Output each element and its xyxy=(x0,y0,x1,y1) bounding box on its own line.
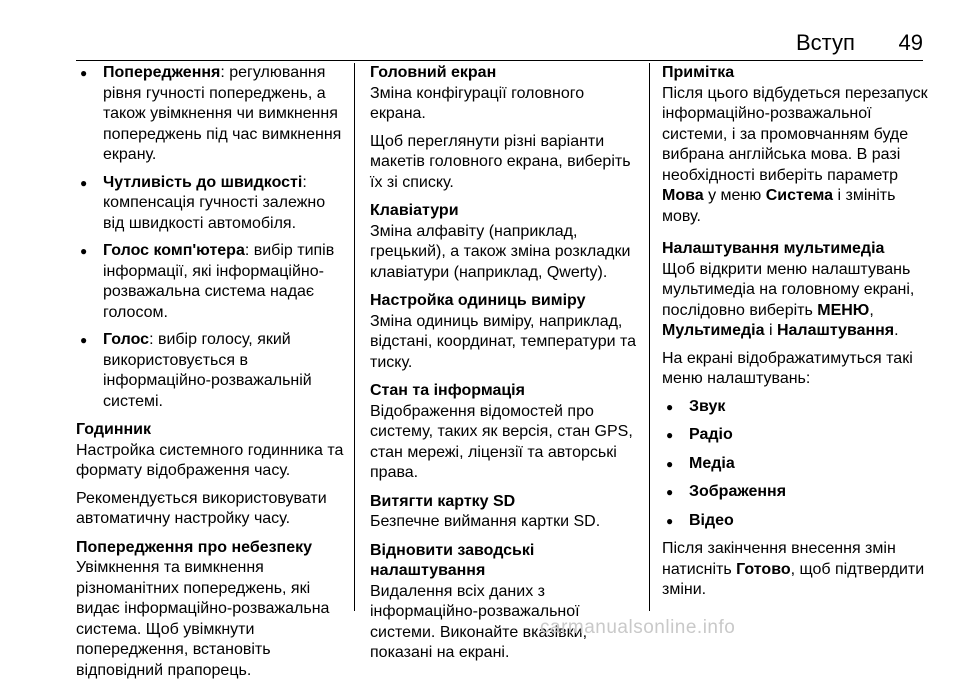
section-text xyxy=(662,84,932,228)
column-3 xyxy=(662,63,932,609)
section-heading: Примітка xyxy=(662,64,735,81)
list-item-text: Відео xyxy=(689,511,734,529)
list-item xyxy=(662,511,932,532)
menu-term: МЕНЮ xyxy=(817,301,870,319)
section-safety-warnings xyxy=(76,538,346,682)
text-run: у меню xyxy=(703,187,766,204)
section-note xyxy=(662,63,932,227)
section-text: Зміна одиниць виміру, наприклад, відстані, координат, температури та тиску. xyxy=(370,312,637,371)
list-item xyxy=(76,330,346,412)
section-text: Щоб переглянути різні варіанти макетів головного екрана, виберіть їх зі списку. xyxy=(370,132,631,191)
section-text: Безпечне виймання картки SD. xyxy=(370,513,601,530)
menu-term: Система xyxy=(765,187,834,204)
list-item-text: Медіа xyxy=(689,454,735,472)
column-divider-1 xyxy=(354,63,355,611)
list-item-term: Чутливість до швидкості xyxy=(103,173,303,191)
text-run: , xyxy=(869,301,874,319)
section-clock xyxy=(76,420,346,530)
section-sd-card xyxy=(370,492,640,533)
list-item-term: Голос комп'ютера xyxy=(103,242,245,259)
section-text: Зміна алфавіту (наприклад, грецький), а також зміна розкладки клавіатури (наприклад, Qwerty). xyxy=(370,222,631,281)
text-run: , щоб підтвердити зміни. xyxy=(662,560,925,598)
section-title: Вступ xyxy=(796,30,855,55)
text-run: і змініть мову. xyxy=(662,187,896,225)
menu-term: Мультимедіа xyxy=(662,322,765,339)
list-item-sep: : xyxy=(220,64,230,81)
text-run: Після закінчення внесення змін натисніть xyxy=(662,540,896,578)
section-text xyxy=(662,539,932,601)
text-run: . xyxy=(894,322,899,339)
section-text: На екрані відображатимуться такі меню налаштувань: xyxy=(662,349,913,387)
column-2 xyxy=(370,63,640,672)
section-text: Відображення відомостей про систему, таких як версія, стан GPS, стан мережі, ліцензії та авторські права. xyxy=(370,402,633,481)
list-item-text: вибір типів інформації, які інформаційно-розважальна система надає голосом. xyxy=(103,242,335,321)
column-divider-2 xyxy=(649,63,650,611)
section-text: Настройка системного годинника та формату відображення часу. xyxy=(76,441,344,479)
list-item-text: вибір голосу, який використовується в інформаційно-розважальній системі. xyxy=(103,331,312,410)
text-run: Щоб відкрити меню налаштувань мультимедіа на головному екрані, послідовно виберіть xyxy=(662,260,915,319)
section-text: Зміна конфігурації головного екрана. xyxy=(370,84,585,122)
header-rule xyxy=(76,60,923,61)
menu-term: Налаштування xyxy=(776,322,895,339)
column-1 xyxy=(76,63,346,689)
list-item xyxy=(662,425,932,446)
watermark: carmanualsonline.info xyxy=(540,617,736,638)
list-item-sep: : xyxy=(302,173,307,191)
page-number: 49 xyxy=(898,30,923,55)
list-item-text: Звук xyxy=(689,397,726,415)
section-multimedia xyxy=(662,239,932,601)
list-item xyxy=(76,63,346,166)
page-header xyxy=(76,30,923,60)
multimedia-menu-list xyxy=(662,397,932,532)
list-item-text: Зображення xyxy=(689,483,787,500)
list-item-sep: : xyxy=(149,331,158,348)
list-item xyxy=(76,241,346,323)
list-item xyxy=(662,454,932,475)
list-item-text: компенсація гучності залежно від швидкості автомобіля. xyxy=(103,194,326,232)
section-factory-reset xyxy=(370,541,640,664)
section-text: Видалення всіх даних з інформаційно-розважальної системи. Виконайте вказівки, показані на екрані. xyxy=(370,582,588,661)
section-heading: Головний екран xyxy=(370,64,497,81)
section-home-screen xyxy=(370,63,640,193)
list-item-term: Голос xyxy=(103,331,150,348)
section-keyboards xyxy=(370,201,640,283)
text-run: Після цього відбудеться перезапуск інформаційно-розважальної системи, і за промовчанням буде вибрана англійська мова. В разі необхідності виберіть параметр xyxy=(662,84,928,184)
list-item-text: регулювання рівня гучності попереджень, а також увімкнення чи вимкнення попереджень під час вимкнення екрану. xyxy=(103,64,342,163)
section-status xyxy=(370,381,640,484)
list-item-sep: : xyxy=(244,242,254,259)
menu-term: Мова xyxy=(662,187,704,204)
text-run: і xyxy=(764,322,777,339)
list-item-text: Радіо xyxy=(689,426,733,443)
section-heading: Стан та інформація xyxy=(370,382,525,399)
section-heading: Годинник xyxy=(76,421,151,438)
list-item-term: Попередження xyxy=(103,64,221,81)
sound-settings-list xyxy=(76,63,346,412)
section-text xyxy=(662,260,932,342)
section-heading: Налаштування мультимедіа xyxy=(662,240,885,257)
section-text: Рекомендується використовувати автоматичну настройку часу. xyxy=(76,489,327,527)
section-heading: Відновити заводські налаштування xyxy=(370,541,535,579)
menu-term: Готово xyxy=(736,560,791,578)
section-heading: Попередження про небезпеку xyxy=(76,538,313,556)
section-units xyxy=(370,291,640,373)
section-heading: Настройка одиниць виміру xyxy=(370,292,586,309)
list-item xyxy=(662,397,932,418)
list-item xyxy=(76,173,346,235)
section-heading: Витягти картку SD xyxy=(370,492,516,510)
section-heading: Клавіатури xyxy=(370,202,459,219)
section-text: Увімкнення та вимкнення різноманітних попереджень, які видає інформаційно-розважальна система. Щоб увімкнути попередження, встановіть відповідний прапорець. xyxy=(76,559,330,679)
list-item xyxy=(662,482,932,503)
